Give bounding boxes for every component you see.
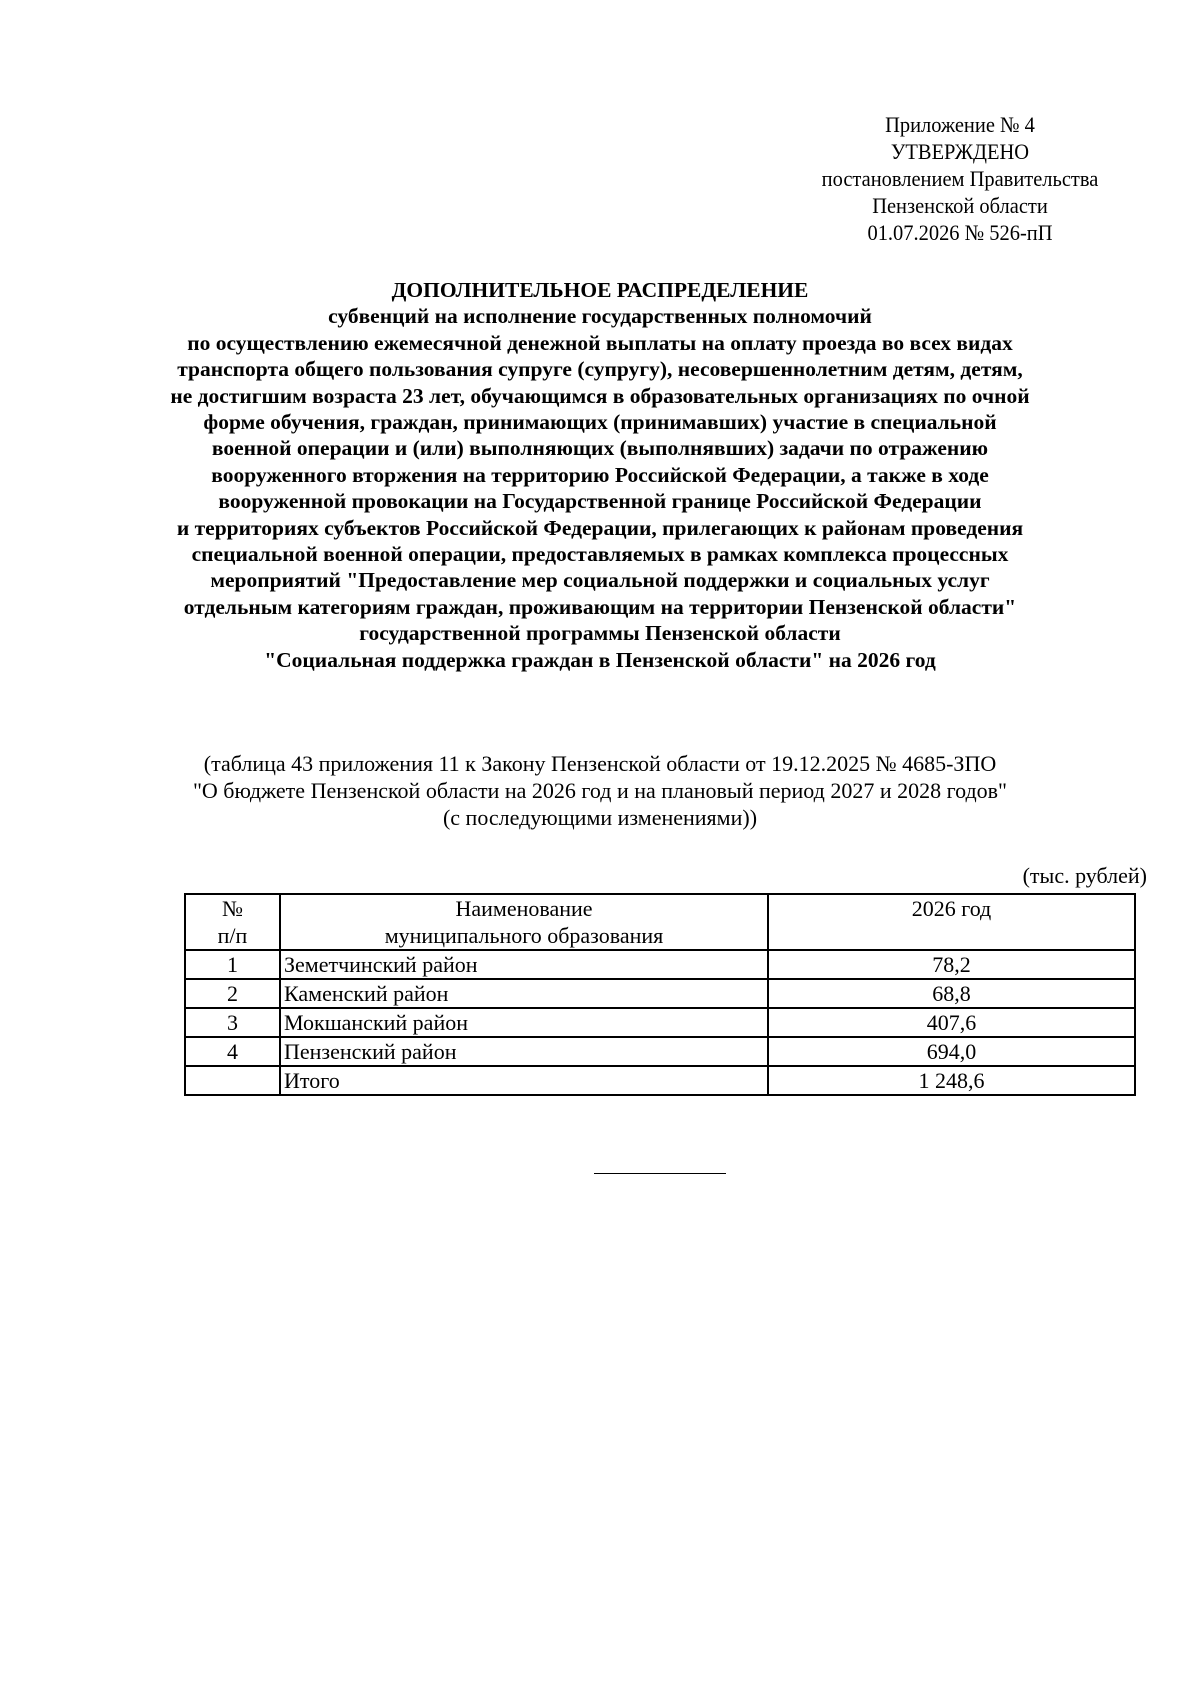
title-line: форме обучения, граждан, принимающих (принимавших) участие в специальной bbox=[203, 410, 997, 435]
document-title bbox=[100, 277, 1100, 673]
approval-stamp bbox=[774, 111, 1146, 246]
resolution-date-number: 01.07.2026 № 526-пП bbox=[867, 220, 1053, 245]
table-row bbox=[185, 979, 1135, 1008]
row-number: 4 bbox=[185, 1037, 280, 1066]
header-number bbox=[185, 894, 280, 950]
table-row bbox=[185, 1037, 1135, 1066]
title-line: и территориях субъектов Российской Федерации, прилегающих к районам проведения bbox=[176, 515, 1024, 540]
table-row bbox=[185, 950, 1135, 979]
header-number-line2: п/п bbox=[217, 923, 248, 948]
units-label: (тыс. рублей) bbox=[1022, 863, 1147, 888]
table-row bbox=[185, 1008, 1135, 1037]
table-header-row bbox=[185, 894, 1135, 950]
row-number: 3 bbox=[185, 1008, 280, 1037]
law-reference-line: "О бюджете Пензенской области на 2026 год и на плановый период 2027 и 2028 годов" bbox=[192, 778, 1008, 803]
header-municipality-line2: муниципального образования bbox=[384, 923, 664, 948]
approved-by-region: Пензенской области bbox=[872, 193, 1048, 218]
table-total-row bbox=[185, 1066, 1135, 1095]
title-line: вооруженного вторжения на территорию Российской Федерации, а также в ходе bbox=[211, 462, 989, 487]
title-line: субвенций на исполнение государственных полномочий bbox=[328, 304, 872, 329]
row-municipality: Каменский район bbox=[280, 979, 768, 1008]
title-line: государственной программы Пензенской области bbox=[359, 621, 841, 646]
distribution-table bbox=[184, 893, 1136, 1096]
header-municipality bbox=[280, 894, 768, 950]
law-reference bbox=[100, 750, 1100, 831]
row-municipality: Пензенский район bbox=[280, 1037, 768, 1066]
title-line: транспорта общего пользования супруге (супругу), несовершеннолетним детям, детям, bbox=[177, 357, 1023, 382]
row-total-amount: 1 248,6 bbox=[768, 1066, 1135, 1095]
title-line: ДОПОЛНИТЕЛЬНОЕ РАСПРЕДЕЛЕНИЕ bbox=[391, 278, 809, 302]
row-amount: 694,0 bbox=[768, 1037, 1135, 1066]
row-number: 1 bbox=[185, 950, 280, 979]
title-line: вооруженной провокации на Государственной границе Российской Федерации bbox=[218, 489, 982, 514]
header-number-line1: № bbox=[222, 896, 243, 921]
row-number: 2 bbox=[185, 979, 280, 1008]
approved-label: УТВЕРЖДЕНО bbox=[890, 139, 1030, 164]
title-line: мероприятий "Предоставление мер социальной поддержки и социальных услуг bbox=[210, 568, 990, 593]
header-municipality-line1: Наименование bbox=[455, 896, 593, 921]
title-line: по осуществлению ежемесячной денежной выплаты на оплату проезда во всех видах bbox=[187, 330, 1013, 355]
title-line: "Социальная поддержка граждан в Пензенской области" на 2026 год bbox=[264, 647, 936, 672]
appendix-number: Приложение № 4 bbox=[885, 112, 1035, 137]
row-amount: 78,2 bbox=[768, 950, 1135, 979]
row-amount: 407,6 bbox=[768, 1008, 1135, 1037]
title-line: отдельным категориям граждан, проживающим на территории Пензенской области" bbox=[183, 594, 1017, 619]
title-line: специальной военной операции, предоставляемых в рамках комплекса процессных bbox=[191, 542, 1009, 567]
approved-by: постановлением Правительства bbox=[821, 166, 1099, 191]
row-municipality: Земетчинский район bbox=[280, 950, 768, 979]
title-line: военной операции и (или) выполняющих (выполнявших) задачи по отражению bbox=[211, 436, 989, 461]
law-reference-line: (с последующими изменениями)) bbox=[442, 805, 758, 830]
row-municipality: Мокшанский район bbox=[280, 1008, 768, 1037]
title-line: не достигшим возраста 23 лет, обучающимся в образовательных организациях по очной bbox=[170, 383, 1030, 408]
end-divider bbox=[594, 1173, 726, 1174]
header-year: 2026 год bbox=[768, 894, 1135, 950]
law-reference-line: (таблица 43 приложения 11 к Закону Пензенской области от 19.12.2025 № 4685-ЗПО bbox=[203, 751, 997, 776]
row-total-label: Итого bbox=[280, 1066, 768, 1095]
row-number bbox=[185, 1066, 280, 1095]
row-amount: 68,8 bbox=[768, 979, 1135, 1008]
